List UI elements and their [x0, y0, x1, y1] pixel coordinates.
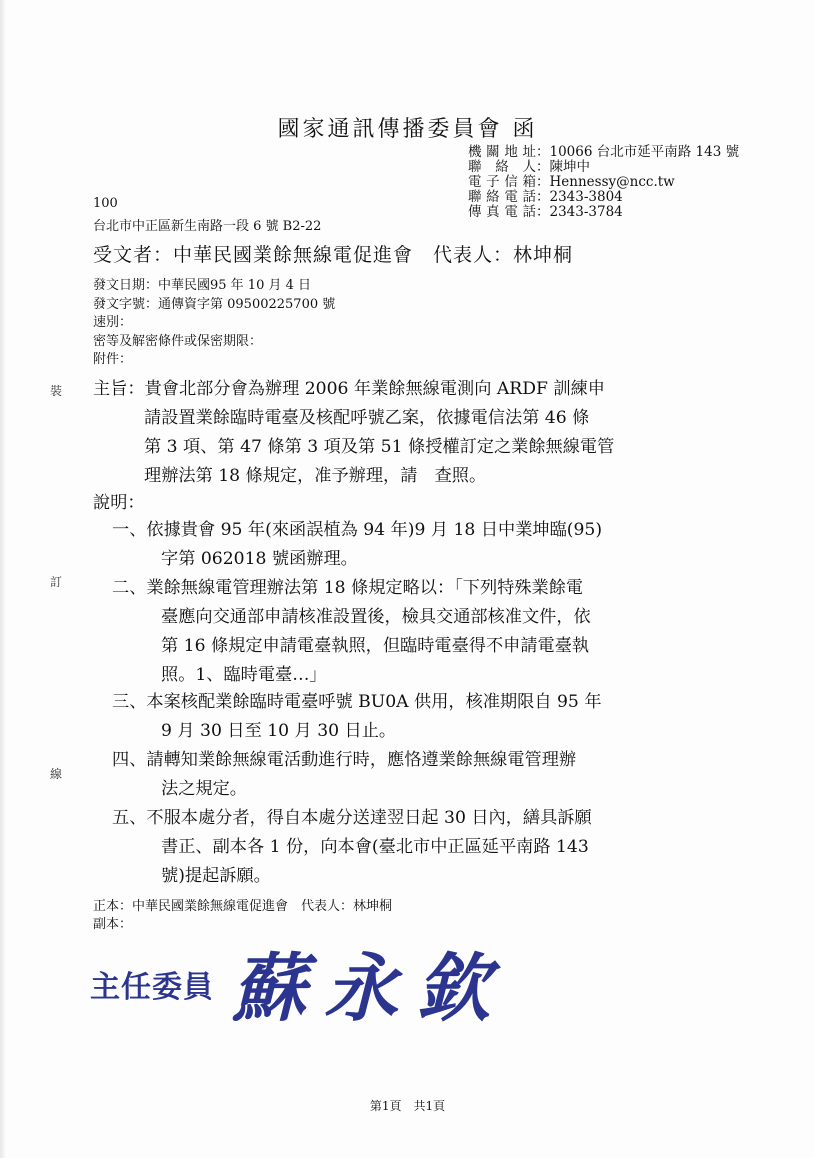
item-2-line-1: 二、業餘無線電管理辦法第 18 條規定略以：「下列特殊業餘電 — [112, 578, 584, 598]
subject-line-3: 第 3 項、第 47 條第 3 項及第 51 條授權訂定之業餘無線電管 — [144, 437, 615, 457]
scan-edge — [0, 0, 6, 1158]
phone-label: 聯絡電話 — [468, 189, 536, 205]
item-1-line-2: 字第 062018 號函辦理。 — [161, 549, 358, 569]
copy-secondary: 副本： — [93, 917, 133, 932]
item-3-line-1: 三、本案核配業餘臨時電臺呼號 BU0A 供用，核准期限自 95 年 — [112, 692, 602, 712]
item-5-line-2: 書正、副本各 1 份，向本會(臺北市中正區延平南路 143 — [161, 837, 589, 857]
page-footer: 第1頁 共1頁 — [369, 1099, 446, 1113]
item-5-line-1: 五、不服本處分者，得自本處分送達翌日起 30 日內，繕具訴願 — [112, 808, 592, 828]
signature-name: 蘇永欽 — [232, 946, 508, 1032]
fax-label: 傳真電話 — [468, 204, 536, 220]
agency-address: 10066 台北市延平南路 143 號 — [549, 144, 740, 160]
agency-email: Hennessy@ncc.tw — [549, 174, 675, 190]
issue-date: 發文日期：中華民國95 年 10 月 4 日 — [93, 278, 312, 293]
item-2-line-3: 第 16 條規定申請電臺執照，但臨時電臺得不申請電臺執 — [161, 636, 590, 656]
address-label: 機關地址 — [468, 144, 536, 160]
recipient: 受文者：中華民國業餘無線電促進會 代表人：林坤桐 — [93, 244, 574, 266]
copy-original: 正本：中華民國業餘無線電促進會 代表人：林坤桐 — [93, 899, 393, 914]
item-5-line-3: 號)提起訴願。 — [161, 866, 271, 886]
binding-mark-zhuang: 裝 — [50, 384, 63, 398]
signature-title: 主任委員 — [90, 970, 214, 1005]
attachment-field: 附件： — [93, 352, 133, 367]
agency-contact: 陳坤中 — [549, 159, 590, 175]
mail-postcode: 100 — [93, 196, 118, 211]
meta-block — [93, 277, 335, 370]
issue-number: 發文字號：通傳資字第 09500225700 號 — [93, 296, 336, 312]
speed-field: 速別： — [93, 315, 133, 330]
binding-mark-ding: 訂 — [50, 575, 63, 589]
security-field: 密等及解密條件或保密期限： — [93, 333, 263, 349]
agency-phone: 2343-3804 — [549, 189, 623, 205]
subject-line-1: 主旨：貴會北部分會為辦理 2006 年業餘無線電測向 ARDF 訓練申 — [93, 379, 605, 399]
item-4-line-1: 四、請轉知業餘無線電活動進行時，應恪遵業餘無線電管理辦 — [112, 750, 577, 770]
document-title: 國家通訊傳播委員會 函 — [277, 117, 538, 142]
subject-line-4: 理辦法第 18 條規定，准予辦理，請 查照。 — [144, 466, 487, 486]
agency-info: 機關地址：10066 台北市延平南路 143 號 聯 絡 人：陳坤中 電子信箱：Hennessy@ncc.tw 聯絡電話：2343-3804 傳真電話：2343-3784 — [468, 144, 740, 220]
binding-mark-xian: 線 — [50, 767, 63, 781]
item-2-line-4: 照。1、臨時電臺…」 — [161, 665, 327, 685]
explanation-heading: 說明： — [93, 493, 145, 513]
agency-fax: 2343-3784 — [549, 204, 623, 220]
subject-line-2: 請設置業餘臨時電臺及核配呼號乙案，依據電信法第 46 條 — [144, 408, 590, 428]
item-1-line-1: 一、依據貴會 95 年(來函誤植為 94 年)9 月 18 日中業坤臨(95) — [112, 520, 603, 540]
mail-address: 台北市中正區新生南路一段 6 號 B2-22 — [93, 219, 322, 234]
item-2-line-2: 臺應向交通部申請核准設置後，檢具交通部核准文件，依 — [161, 607, 591, 627]
contact-label: 聯 絡 人 — [468, 159, 536, 175]
item-3-line-2: 9 月 30 日至 10 月 30 日止。 — [161, 721, 397, 741]
email-label: 電子信箱 — [468, 174, 536, 190]
item-4-line-2: 法之規定。 — [161, 779, 247, 799]
